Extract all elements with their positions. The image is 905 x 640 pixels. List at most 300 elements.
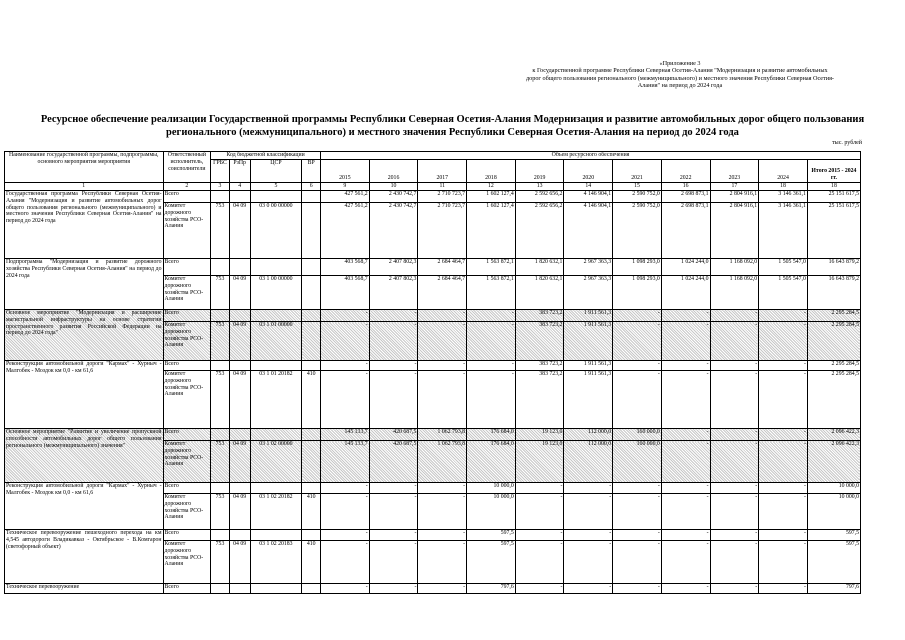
appendix-line: к Государственной программе Республики Северная Осетия-Алания "Модернизация и развитие автомобильных bbox=[532, 67, 828, 75]
header-code-1: РзПр bbox=[229, 160, 250, 183]
row-vr bbox=[302, 429, 321, 441]
row-value: - bbox=[418, 541, 467, 584]
row-value: - bbox=[661, 361, 710, 371]
row-grbs bbox=[211, 259, 230, 276]
header-year: 2015 bbox=[321, 160, 370, 183]
row-value: 2 590 752,0 bbox=[613, 191, 662, 203]
row-value: - bbox=[661, 429, 710, 441]
row-executor: Всего bbox=[163, 259, 211, 276]
row-value: - bbox=[613, 530, 662, 541]
row-value: 3 146 361,1 bbox=[759, 191, 808, 203]
appendix-note bbox=[500, 60, 860, 90]
row-csr bbox=[250, 310, 302, 322]
row-executor: Всего bbox=[163, 310, 211, 322]
row-value: 112 000,0 bbox=[564, 441, 613, 483]
table-row bbox=[5, 530, 861, 541]
row-csr bbox=[250, 584, 302, 594]
row-value: 176 684,0 bbox=[467, 429, 516, 441]
row-value: - bbox=[369, 541, 418, 584]
row-total: 25 151 617,5 bbox=[807, 191, 860, 203]
row-value: 1 911 561,3 bbox=[564, 361, 613, 371]
row-value: - bbox=[467, 361, 516, 371]
header-code-0: ГРБС bbox=[211, 160, 230, 183]
row-value: - bbox=[759, 371, 808, 429]
row-value: 112 000,0 bbox=[564, 429, 613, 441]
header-year: 2019 bbox=[515, 160, 564, 183]
row-value: 19 123,0 bbox=[515, 441, 564, 483]
row-value: - bbox=[710, 541, 759, 584]
row-value: 2 430 742,7 bbox=[369, 203, 418, 259]
row-grbs bbox=[211, 530, 230, 541]
row-value: - bbox=[369, 584, 418, 594]
column-number: 11 bbox=[418, 183, 467, 191]
row-value: 383 723,2 bbox=[515, 371, 564, 429]
table-row bbox=[5, 310, 861, 322]
column-number: 5 bbox=[250, 183, 302, 191]
header-year: 2023 bbox=[710, 160, 759, 183]
row-vr: 410 bbox=[302, 541, 321, 584]
row-grbs bbox=[211, 361, 230, 371]
row-csr bbox=[250, 530, 302, 541]
header-code-2: ЦСР bbox=[250, 160, 302, 183]
row-csr: 03 1 02 20182 bbox=[250, 494, 302, 530]
row-value: - bbox=[661, 494, 710, 530]
row-value: 1 505 547,0 bbox=[759, 259, 808, 276]
row-executor: Всего bbox=[163, 361, 211, 371]
row-value: - bbox=[710, 441, 759, 483]
row-csr: 03 1 02 00000 bbox=[250, 441, 302, 483]
row-value: - bbox=[321, 322, 370, 361]
row-value: - bbox=[759, 584, 808, 594]
row-rzpr: 04 09 bbox=[229, 276, 250, 310]
row-grbs: 753 bbox=[211, 322, 230, 361]
row-value: - bbox=[710, 361, 759, 371]
row-vr bbox=[302, 259, 321, 276]
row-grbs: 753 bbox=[211, 441, 230, 483]
row-value: 1 563 872,1 bbox=[467, 276, 516, 310]
row-value: - bbox=[710, 494, 759, 530]
row-value: 1 602 127,4 bbox=[467, 191, 516, 203]
table-row bbox=[5, 191, 861, 203]
row-vr bbox=[302, 276, 321, 310]
row-value: 2 967 363,3 bbox=[564, 259, 613, 276]
row-csr: 03 1 00 00000 bbox=[250, 276, 302, 310]
document-title: Ресурсное обеспечение реализации Государственной программы Республики Северная Осетия-Алания Модернизация и развитие автомобильных дорог общего пользования регионального (межмуниципального) и местного значения Республики Северная Осетия-Алания на период до 2024 года bbox=[40, 114, 865, 138]
header-exec: Ответственный исполнитель, соисполнители bbox=[163, 152, 211, 183]
row-value: - bbox=[613, 494, 662, 530]
row-value: 383 723,2 bbox=[515, 310, 564, 322]
row-value: - bbox=[515, 530, 564, 541]
row-value: - bbox=[418, 310, 467, 322]
row-csr: 03 1 02 20183 bbox=[250, 541, 302, 584]
column-number: 12 bbox=[467, 183, 516, 191]
row-value: - bbox=[613, 483, 662, 494]
row-value: - bbox=[564, 483, 613, 494]
row-value: - bbox=[321, 483, 370, 494]
row-value: 797,6 bbox=[467, 584, 516, 594]
row-vr bbox=[302, 361, 321, 371]
row-rzpr bbox=[229, 483, 250, 494]
row-value: 2 698 873,1 bbox=[661, 203, 710, 259]
row-value: 383 723,2 bbox=[515, 322, 564, 361]
header-year: 2016 bbox=[369, 160, 418, 183]
row-total: 16 643 879,2 bbox=[807, 259, 860, 276]
row-total: 16 643 879,2 bbox=[807, 276, 860, 310]
column-number: 17 bbox=[710, 183, 759, 191]
row-rzpr bbox=[229, 361, 250, 371]
row-value: - bbox=[515, 541, 564, 584]
row-name: Техническое перевооружение пешеходного перехода на км 4,545 автодороги Владикавказ - Октябрьское - В.Комгарон (светофорный объект) bbox=[5, 530, 164, 584]
row-value: 1 168 092,0 bbox=[710, 276, 759, 310]
row-value: 2 407 802,3 bbox=[369, 276, 418, 310]
column-number: 1 bbox=[5, 183, 164, 191]
row-vr bbox=[302, 584, 321, 594]
row-name: Реконструкция автомобильной дороги "Кармах" - Хурныч - Малгобек - Моздок км 0,0 - км 61,6 bbox=[5, 361, 164, 429]
row-csr bbox=[250, 361, 302, 371]
row-value: - bbox=[613, 322, 662, 361]
row-value: 2 592 656,2 bbox=[515, 203, 564, 259]
table-row bbox=[5, 483, 861, 494]
units-label: тыс. рублей bbox=[832, 140, 862, 146]
row-value: - bbox=[759, 494, 808, 530]
row-value: - bbox=[321, 494, 370, 530]
column-number: 2 bbox=[163, 183, 211, 191]
row-value: - bbox=[759, 361, 808, 371]
row-value: - bbox=[710, 322, 759, 361]
row-value: 1 911 561,3 bbox=[564, 322, 613, 361]
column-number: 4 bbox=[229, 183, 250, 191]
row-value: - bbox=[613, 361, 662, 371]
row-value: 403 568,7 bbox=[321, 259, 370, 276]
row-value: 420 687,5 bbox=[369, 429, 418, 441]
row-value: - bbox=[321, 310, 370, 322]
row-value: - bbox=[321, 584, 370, 594]
row-value: - bbox=[661, 371, 710, 429]
column-number: 16 bbox=[661, 183, 710, 191]
row-value: 597,5 bbox=[467, 530, 516, 541]
column-number: 15 bbox=[613, 183, 662, 191]
row-value: - bbox=[759, 429, 808, 441]
resource-table bbox=[4, 151, 861, 594]
row-executor: Всего bbox=[163, 191, 211, 203]
row-value: - bbox=[369, 483, 418, 494]
row-rzpr bbox=[229, 584, 250, 594]
row-value: 1 024 244,0 bbox=[661, 276, 710, 310]
row-value: 1 098 293,0 bbox=[613, 259, 662, 276]
row-value: - bbox=[418, 584, 467, 594]
row-grbs bbox=[211, 483, 230, 494]
row-value: - bbox=[515, 584, 564, 594]
row-vr bbox=[302, 322, 321, 361]
header-volume-group: Объем ресурсного обеспечения bbox=[321, 152, 861, 160]
row-total: 25 151 617,5 bbox=[807, 203, 860, 259]
row-value: 2 684 464,7 bbox=[418, 276, 467, 310]
row-executor: Комитет дорожного хозяйства РСО-Алания bbox=[163, 203, 211, 259]
row-executor: Всего bbox=[163, 530, 211, 541]
row-grbs: 753 bbox=[211, 371, 230, 429]
row-value: 1 062 793,8 bbox=[418, 441, 467, 483]
row-csr bbox=[250, 483, 302, 494]
row-value: 3 146 361,1 bbox=[759, 203, 808, 259]
row-executor: Всего bbox=[163, 483, 211, 494]
row-total: 2 096 422,3 bbox=[807, 441, 860, 483]
row-value: 1 024 244,0 bbox=[661, 259, 710, 276]
row-value: 597,5 bbox=[467, 541, 516, 584]
row-vr bbox=[302, 191, 321, 203]
row-executor: Комитет дорожного хозяйства РСО-Алания bbox=[163, 541, 211, 584]
row-value: 1 911 561,3 bbox=[564, 310, 613, 322]
row-name: Основное мероприятие "Развитие и увеличение пропускной способности автомобильных дорог общего пользования регионального (межмуниципального) значения" bbox=[5, 429, 164, 483]
row-executor: Комитет дорожного хозяйства РСО-Алания bbox=[163, 371, 211, 429]
appendix-line: дорог общего пользования регионального (межмуниципального) и местного значения Республики Северная Осетия- bbox=[526, 74, 834, 82]
header-year: 2017 bbox=[418, 160, 467, 183]
row-value: - bbox=[418, 530, 467, 541]
row-value: 145 133,7 bbox=[321, 441, 370, 483]
row-value: 145 133,7 bbox=[321, 429, 370, 441]
column-number: 3 bbox=[211, 183, 230, 191]
row-value: - bbox=[759, 310, 808, 322]
row-value: - bbox=[418, 371, 467, 429]
row-value: 1 563 872,1 bbox=[467, 259, 516, 276]
row-value: 2 698 873,1 bbox=[661, 191, 710, 203]
row-grbs: 753 bbox=[211, 203, 230, 259]
row-value: - bbox=[661, 441, 710, 483]
row-value: - bbox=[661, 483, 710, 494]
row-value: - bbox=[369, 494, 418, 530]
row-value: - bbox=[418, 483, 467, 494]
header-year: 2020 bbox=[564, 160, 613, 183]
row-vr: 410 bbox=[302, 494, 321, 530]
row-grbs bbox=[211, 584, 230, 594]
row-rzpr bbox=[229, 191, 250, 203]
row-rzpr: 04 09 bbox=[229, 541, 250, 584]
row-name: Основное мероприятие "Модернизация и расширение магистральной инфраструктуры на основе стратегии пространственного развития Российской Федерации на период до 2024 года" bbox=[5, 310, 164, 361]
row-value: 2 407 802,3 bbox=[369, 259, 418, 276]
row-value: - bbox=[613, 541, 662, 584]
header-year: 2022 bbox=[661, 160, 710, 183]
row-total: 597,5 bbox=[807, 541, 860, 584]
row-vr bbox=[302, 530, 321, 541]
table-row bbox=[5, 361, 861, 371]
row-value: 1 062 793,8 bbox=[418, 429, 467, 441]
row-value: 2 684 464,7 bbox=[418, 259, 467, 276]
column-number: 10 bbox=[369, 183, 418, 191]
row-executor: Комитет дорожного хозяйства РСО-Алания bbox=[163, 276, 211, 310]
row-grbs: 753 bbox=[211, 276, 230, 310]
row-csr bbox=[250, 259, 302, 276]
column-number: 13 bbox=[515, 183, 564, 191]
header-total: Итого 2015 - 2024 гг. bbox=[807, 160, 860, 183]
row-value: 19 123,0 bbox=[515, 429, 564, 441]
row-value: 1 820 632,1 bbox=[515, 259, 564, 276]
row-value: - bbox=[321, 541, 370, 584]
row-total: 2 295 284,5 bbox=[807, 371, 860, 429]
row-value: - bbox=[759, 530, 808, 541]
row-value: - bbox=[710, 371, 759, 429]
row-value: 10 000,0 bbox=[467, 494, 516, 530]
header-name: Наименование государственной программы, подпрограммы, основного мероприятия мероприятия bbox=[5, 152, 164, 183]
row-value: 403 568,7 bbox=[321, 276, 370, 310]
row-value: 1 505 547,0 bbox=[759, 276, 808, 310]
row-rzpr bbox=[229, 259, 250, 276]
row-value: 2 710 723,7 bbox=[418, 203, 467, 259]
row-grbs bbox=[211, 310, 230, 322]
row-value: 420 687,5 bbox=[369, 441, 418, 483]
row-rzpr bbox=[229, 429, 250, 441]
row-value: 1 911 561,3 bbox=[564, 371, 613, 429]
row-value: - bbox=[710, 310, 759, 322]
row-value: 4 146 904,1 bbox=[564, 191, 613, 203]
row-csr: 03 0 00 00000 bbox=[250, 203, 302, 259]
row-vr bbox=[302, 310, 321, 322]
row-value: 1 820 632,1 bbox=[515, 276, 564, 310]
row-value: 383 723,2 bbox=[515, 361, 564, 371]
row-value: - bbox=[418, 361, 467, 371]
row-value: 2 590 752,0 bbox=[613, 203, 662, 259]
row-value: - bbox=[613, 371, 662, 429]
row-value: - bbox=[759, 322, 808, 361]
column-number: 18 bbox=[807, 183, 860, 191]
row-value: - bbox=[321, 371, 370, 429]
header-code-3: ВР bbox=[302, 160, 321, 183]
row-value: - bbox=[321, 361, 370, 371]
row-value: 2 592 656,2 bbox=[515, 191, 564, 203]
header-year: 2018 bbox=[467, 160, 516, 183]
row-value: - bbox=[613, 584, 662, 594]
row-value: 2 804 916,1 bbox=[710, 203, 759, 259]
column-number: 6 bbox=[302, 183, 321, 191]
row-rzpr: 04 09 bbox=[229, 441, 250, 483]
table-row bbox=[5, 429, 861, 441]
row-value: - bbox=[321, 530, 370, 541]
row-value: 427 561,2 bbox=[321, 191, 370, 203]
row-value: - bbox=[369, 371, 418, 429]
row-total: 2 096 422,3 bbox=[807, 429, 860, 441]
row-value: - bbox=[564, 494, 613, 530]
row-value: - bbox=[564, 584, 613, 594]
row-name: Техническое перевооружение bbox=[5, 584, 164, 594]
row-value: - bbox=[710, 584, 759, 594]
row-vr: 410 bbox=[302, 371, 321, 429]
row-executor: Комитет дорожного хозяйства РСО-Алания bbox=[163, 441, 211, 483]
row-value: 2 710 723,7 bbox=[418, 191, 467, 203]
row-value: - bbox=[564, 541, 613, 584]
row-value: - bbox=[418, 322, 467, 361]
row-value: - bbox=[661, 322, 710, 361]
row-value: - bbox=[467, 371, 516, 429]
row-value: - bbox=[710, 429, 759, 441]
row-value: - bbox=[661, 310, 710, 322]
row-csr: 03 1 01 20182 bbox=[250, 371, 302, 429]
header-code-group: Код бюджетной классификации bbox=[211, 152, 321, 160]
row-value: 4 146 904,1 bbox=[564, 203, 613, 259]
row-value: 1 168 092,0 bbox=[710, 259, 759, 276]
row-grbs: 753 bbox=[211, 541, 230, 584]
row-value: - bbox=[661, 584, 710, 594]
row-value: 160 000,0 bbox=[613, 441, 662, 483]
column-number: 14 bbox=[564, 183, 613, 191]
row-value: - bbox=[515, 494, 564, 530]
row-value: - bbox=[418, 494, 467, 530]
row-name: Реконструкция автомобильной дороги "Кармах" - Хурныч - Малгобек - Моздок км 0,0 - км 61,6 bbox=[5, 483, 164, 530]
row-name: Государственная программа Республики Северная Осетия-Алания "Модернизация и развитие автомобильных дорог общего пользования регионального (межмуниципального) и местного значения Республики Северная Осетия-Алания" на период до 2024 года bbox=[5, 191, 164, 259]
row-value: 2 967 363,3 bbox=[564, 276, 613, 310]
row-total: 597,5 bbox=[807, 530, 860, 541]
row-value: - bbox=[759, 441, 808, 483]
row-rzpr: 04 09 bbox=[229, 322, 250, 361]
table-row bbox=[5, 584, 861, 594]
row-rzpr bbox=[229, 530, 250, 541]
row-csr bbox=[250, 429, 302, 441]
row-name: Подпрограмма "Модернизация и развитие дорожного хозяйства Республики Северная Осетия-Алания" на период до 2024 года bbox=[5, 259, 164, 310]
row-total: 2 295 284,5 bbox=[807, 310, 860, 322]
row-value: - bbox=[613, 310, 662, 322]
row-grbs bbox=[211, 429, 230, 441]
row-vr bbox=[302, 203, 321, 259]
column-number: 18 bbox=[759, 183, 808, 191]
row-csr: 03 1 01 00000 bbox=[250, 322, 302, 361]
row-value: - bbox=[369, 530, 418, 541]
column-number: 9 bbox=[321, 183, 370, 191]
row-value: - bbox=[759, 483, 808, 494]
row-value: - bbox=[369, 361, 418, 371]
row-value: 160 000,0 bbox=[613, 429, 662, 441]
row-value: 1 098 293,0 bbox=[613, 276, 662, 310]
row-value: 1 602 127,4 bbox=[467, 203, 516, 259]
row-executor: Всего bbox=[163, 584, 211, 594]
row-total: 2 295 284,5 bbox=[807, 361, 860, 371]
row-csr bbox=[250, 191, 302, 203]
row-value: - bbox=[467, 310, 516, 322]
table-row bbox=[5, 259, 861, 276]
row-value: - bbox=[661, 530, 710, 541]
row-vr bbox=[302, 483, 321, 494]
row-value: - bbox=[710, 483, 759, 494]
row-total: 797,6 bbox=[807, 584, 860, 594]
row-executor: Всего bbox=[163, 429, 211, 441]
row-total: 10 000,0 bbox=[807, 494, 860, 530]
row-grbs bbox=[211, 191, 230, 203]
header-year: 2024 bbox=[759, 160, 808, 183]
appendix-line: Алания" на период до 2024 года bbox=[637, 82, 723, 90]
row-rzpr: 04 09 bbox=[229, 203, 250, 259]
row-executor: Комитет дорожного хозяйства РСО-Алания bbox=[163, 494, 211, 530]
row-value: - bbox=[710, 530, 759, 541]
row-vr bbox=[302, 441, 321, 483]
row-grbs: 753 bbox=[211, 494, 230, 530]
row-value: 2 804 916,1 bbox=[710, 191, 759, 203]
row-value: 427 561,2 bbox=[321, 203, 370, 259]
row-value: - bbox=[467, 322, 516, 361]
header-year: 2021 bbox=[613, 160, 662, 183]
row-total: 10 000,0 bbox=[807, 483, 860, 494]
row-value: - bbox=[759, 541, 808, 584]
row-value: - bbox=[564, 530, 613, 541]
row-value: - bbox=[661, 541, 710, 584]
row-value: - bbox=[515, 483, 564, 494]
row-rzpr: 04 09 bbox=[229, 371, 250, 429]
row-total: 2 295 284,5 bbox=[807, 322, 860, 361]
row-value: 10 000,0 bbox=[467, 483, 516, 494]
appendix-line: «Приложение 3 bbox=[659, 60, 701, 67]
row-executor: Комитет дорожного хозяйства РСО-Алания bbox=[163, 322, 211, 361]
row-rzpr: 04 09 bbox=[229, 494, 250, 530]
row-value: - bbox=[369, 310, 418, 322]
row-value: 176 684,0 bbox=[467, 441, 516, 483]
row-rzpr bbox=[229, 310, 250, 322]
row-value: - bbox=[369, 322, 418, 361]
row-value: 2 430 742,7 bbox=[369, 191, 418, 203]
